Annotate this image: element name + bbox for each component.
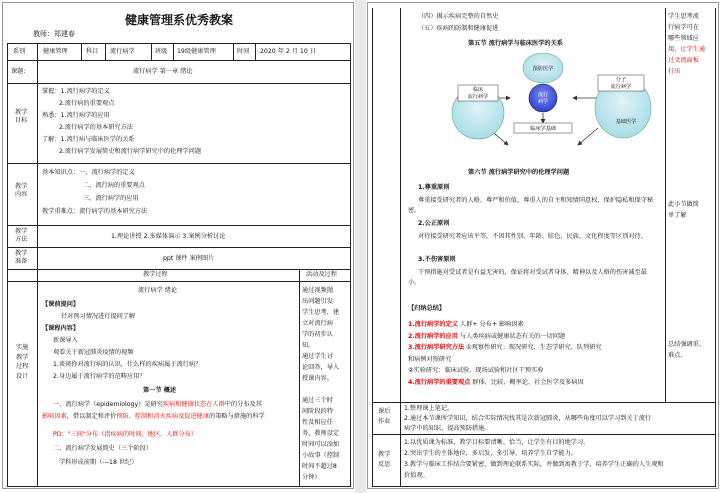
activity-line: 学的初步认 (302, 331, 333, 338)
ethics-paragraph: 干预措施对受试者是有益无害的，保证将对受试者身体、精神以及人格的伤害减至最小。 (408, 269, 647, 286)
activity-header: 活动及过程 (306, 271, 337, 278)
reflection-line: 2.突出学生的主体地位，多启发，多引导，培养学生自学能力。 (404, 450, 577, 457)
list-line: （五）疾病的防制和健康促进 (418, 25, 499, 32)
activity-line: 通过视频抛 (302, 287, 333, 294)
activity-line: 分钟） (302, 474, 321, 481)
content-label: 教学内容 (15, 183, 28, 199)
class-value: 19级健康管理 (177, 48, 216, 55)
dept-value: 健康管理 (43, 48, 68, 55)
dept-label: 系别 (13, 48, 26, 55)
side-note: 行病学可在 (668, 24, 699, 31)
diagram-label-prevent: 预防医学 (532, 66, 554, 72)
ethics-paragraph: 对待接受研究者应该平等，不因其性别、年龄、肤色、民族、文化程度等区别对待。 (418, 233, 647, 240)
definition-line-1: 一、流行病学（epidemiology）是研究疾病和健康状态在人群中的分布及其 (53, 401, 262, 408)
summary-item-key: 3.流行病学研究方法 (408, 344, 465, 351)
homework-line: 1.整理课上笔记。 (404, 405, 454, 412)
subject-value: 流行病学 (110, 48, 135, 55)
activity-line: 通过学生讨 (302, 353, 333, 360)
implementation-label: 实施教学过程设计 (16, 344, 29, 380)
diagram-label-molecular: 分子 (615, 77, 627, 83)
homework-line: 病学中的知识，提高预防措施。 (404, 425, 491, 432)
side-note: 学生思考流 (668, 13, 699, 20)
method-label: 教学方法 (15, 228, 28, 244)
activity-line: 出问题引发 (302, 298, 333, 305)
reflection-line: 1.以优质课为标准，教学目标要清晰、恰当，让学生有目的地学习。 (404, 439, 590, 446)
summary-item (408, 365, 663, 377)
activity-line: 授课内容。 (302, 375, 333, 382)
summary-item (408, 342, 663, 354)
document-title: 健康管理系优秀教案 (124, 13, 233, 27)
method-value: 1.理论讲授 2.多媒体演示 3.案例分析讨论 (111, 233, 226, 240)
diagram-label-basic: 基础医学 (615, 119, 637, 125)
side-note: 此小节做简 (668, 201, 699, 208)
side-note-red: 打出 (668, 68, 681, 75)
time-value: 2020 年 2 月 10 日 (260, 48, 316, 55)
process-line: 学科形成前期（---18 世纪） (59, 459, 138, 466)
time-label: 时间 (237, 48, 250, 55)
summary-item (408, 319, 663, 331)
summary-item-text: 人群+ 分布+ 影响因素 (457, 321, 524, 328)
section-5-title: 第五节 流行病学与临床医学的关系 (468, 40, 563, 47)
activity-line: 立对流行病 (302, 320, 333, 327)
pd-line: PD："三间"分布（指疾病的时间、地区、人群分布） (53, 431, 198, 438)
side-note: 难点。 (668, 352, 687, 359)
section-course-content: 【课程内容】 (42, 325, 80, 332)
svg-text:病学: 病学 (537, 99, 549, 105)
goal-line: 掌握：1.流行病学的定义 (42, 88, 110, 95)
relationship-diagram (448, 53, 658, 163)
process-line: 新课导入 (53, 337, 78, 344)
summary-item (408, 331, 663, 343)
goal-line: 了解：1.流行病与临床医学的关系 (42, 136, 135, 143)
summary-item-key: 2.流行病学的应用 (408, 332, 458, 340)
goal-line: 2.流行病学发展简史和流行病学研究中的伦理学问题 (59, 148, 202, 155)
side-note: 单了解 (668, 212, 687, 219)
process-line: 1.谈谈你对流行病的认识，什么样的疾病属于流行病？ (53, 361, 202, 368)
summary-item (408, 354, 663, 366)
summary-item-text: ①观察性研究：现况研究、生态学研究、队列研究 (464, 344, 602, 351)
side-note: 哪些领域应 (668, 35, 699, 42)
goal-line: 2.流行病学的基本研究方法 (59, 124, 133, 131)
section-pre-question: 【课前提问】 (42, 301, 80, 308)
process-line: 2.身边属于流行病学的范畴应用？ (53, 373, 146, 380)
side-note: 用，让学生通 (668, 46, 706, 53)
prep-value: ppt 课件 案例图片 (163, 255, 215, 262)
diagram-arrow (578, 128, 598, 145)
subject-label: 科目 (86, 48, 99, 55)
activity-line: 时间可以添加 (302, 441, 340, 448)
process-line: 二、流行病学发展简史（三个阶段） (53, 445, 152, 452)
process-line: 针对预习情况进行提问了解 (61, 313, 136, 320)
goal-line: 2.流行病的重要观点 (59, 100, 115, 107)
activity-line: 学生思考，建 (302, 309, 340, 316)
content-line: 教学重难点：流行病学的基本研究方法 (42, 208, 148, 215)
section-title-overview: 第一节 概述 (143, 387, 177, 394)
summary-item-text: ②实验研究：临床试验、现场试验和社区干预实验 (408, 367, 544, 374)
process-line: 观看关于新冠肺炎疫情的视频 (53, 349, 134, 356)
diagram-label-epi: 流行 (537, 92, 549, 98)
summary-item-text: 与人类疾病或健康状态有关的一切问题 (457, 332, 566, 340)
class-label: 班级 (155, 48, 168, 55)
homework-line: 2.通过本节课所学知识，结合实际情况找其是次新冠肺炎，从哪些角度可以学习到关于流行 (404, 415, 652, 422)
activity-line: 论回答，导入 (302, 364, 340, 371)
diagram-node-epi (529, 84, 557, 112)
activity-line: 务，教师设定 (302, 430, 340, 437)
reflection-line: 价值观。 (404, 472, 429, 479)
list-line: （四）揭示疾病完整的自然史 (418, 13, 499, 20)
process-header: 教学过程 (143, 271, 168, 278)
activity-line: 小故事（控制 (302, 452, 340, 459)
content-line: 基本知识点：一、流行病学的定义 (42, 169, 135, 176)
summary-item-text: 群体、比较、概率论、社会医学及多病因 (470, 378, 584, 386)
reflection-line: 3.教学与临床工作结合要紧密，做到理论联系实际，并做到寓教于学，培养学生正确的人生观和 (404, 461, 664, 468)
goals-label: 教学目标 (15, 109, 28, 125)
reflection-label: 教学反思 (378, 451, 391, 468)
homework-label: 课后作业 (378, 408, 391, 425)
ethics-heading: 3.不伤害原则 (418, 256, 456, 263)
side-note-red: 过文流面板 (668, 57, 699, 64)
activity-line: 性及相应任 (302, 419, 333, 426)
activity-line: 知。 (302, 342, 315, 349)
definition-line-2: 影响因素，借以制定和评价预防、控制和消灭疾病及促进健康的策略与措施的科学 (42, 413, 265, 420)
diagram-label-clinmed: 临床学基础 (530, 126, 556, 132)
process-subtitle: 流行病学 绪论 (138, 287, 178, 294)
ethics-heading: 2.公正原则 (418, 220, 450, 227)
svg-text:流行病学: 流行病学 (610, 84, 632, 90)
lesson-plan-page-1 (2, 2, 354, 489)
activity-column (302, 285, 350, 483)
summary-item-key: 1.流行病学的定义 (408, 321, 458, 328)
topic-value: 流行病学 第一章 绪论 (133, 68, 193, 75)
ethics-heading: 1.尊重原则 (418, 184, 450, 191)
svg-text:流行病学: 流行病学 (467, 94, 489, 100)
summary-item-text: 和病例对照研究 (408, 355, 452, 363)
diagram-label-clinical: 临床 (472, 87, 484, 93)
summary-title: 【归纳总结】 (408, 305, 446, 312)
content-line: 二、流行病的重要观点 (83, 182, 145, 189)
prep-label: 教学准备 (15, 250, 28, 266)
ethics-paragraph: 尊重接受研究者的人格、尊严和价值，尊重人的自主和知情同意权，保护隐私和保守秘密。 (408, 197, 654, 214)
side-note: 总结强调重、 (668, 341, 706, 348)
lesson-plan-page-2 (367, 2, 719, 489)
content-line: 三、流行病学的应用 (83, 195, 139, 202)
page-gap (355, 0, 366, 493)
summary-item (408, 377, 663, 389)
summary-item-key: 4.流行病学的重要观点 (408, 378, 471, 386)
activity-line: 时间不超过8 (302, 463, 337, 470)
topic-label: 课题: (11, 68, 26, 75)
goal-line: 熟悉：1.流行病学的应用 (42, 112, 110, 119)
section-6-title: 第六节 流行病学研究中的伦理学问题 (468, 169, 570, 176)
activity-line (302, 384, 350, 395)
activity-line: 间阶段的特 (302, 408, 333, 415)
summary-list (408, 319, 663, 388)
activity-line: 通过三个时 (302, 397, 333, 404)
teacher-name: 教师：郑建春 (33, 30, 75, 38)
